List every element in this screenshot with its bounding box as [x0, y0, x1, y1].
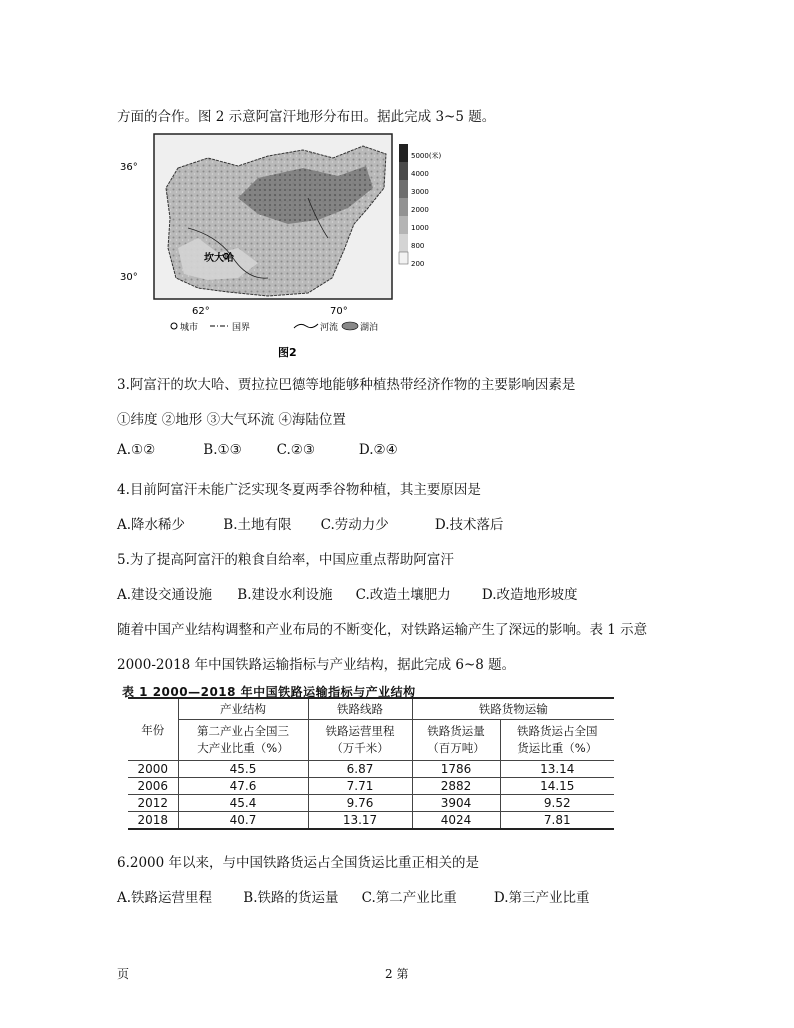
cell-volume: 4024 — [412, 812, 500, 830]
option-b[interactable]: B.建设水利设施 — [237, 587, 333, 603]
cell-share: 14.15 — [500, 778, 614, 795]
header-line: 大产业比重（%） — [197, 741, 289, 755]
map-legend — [171, 321, 378, 333]
option-d[interactable]: D.改造地形坡度 — [481, 587, 578, 603]
header-line: 铁路货运量 — [427, 724, 485, 738]
scale-label: 800 — [411, 242, 425, 250]
header-line-group: 铁路线路 — [308, 698, 412, 720]
header-volume — [412, 720, 500, 761]
option-b[interactable]: B.铁路的货运量 — [243, 890, 339, 906]
scale-label: 200 — [411, 260, 425, 268]
terrain-map — [118, 128, 442, 368]
cell-industry: 45.4 — [178, 795, 308, 812]
option-d[interactable]: D.技术落后 — [434, 517, 504, 533]
option-a[interactable]: A.降水稀少 — [117, 517, 186, 533]
legend-lake: 湖泊 — [360, 323, 379, 333]
cell-year: 2006 — [128, 778, 178, 795]
legend-border: 国界 — [232, 323, 251, 333]
table-row — [128, 761, 614, 778]
option-c[interactable]: C.劳动力少 — [320, 517, 389, 533]
option-d[interactable]: D.②④ — [358, 442, 398, 458]
cell-mileage: 13.17 — [308, 812, 412, 830]
header-industry-group: 产业结构 — [178, 698, 308, 720]
header-line: （百万吨） — [427, 741, 485, 755]
table-caption: 表 1 2000—2018 年中国铁路运输指标与产业结构 — [122, 685, 416, 699]
lon-right-label: 70° — [330, 306, 348, 317]
header-mileage — [308, 720, 412, 761]
lat-bottom-label: 30° — [120, 272, 138, 283]
header-industry-share — [178, 720, 308, 761]
cell-year: 2012 — [128, 795, 178, 812]
city-label: 坎大哈 — [204, 253, 234, 264]
cell-volume: 3904 — [412, 795, 500, 812]
lat-top-label: 36° — [120, 162, 138, 173]
cell-industry: 40.7 — [178, 812, 308, 830]
option-d[interactable]: D.第三产业比重 — [493, 890, 590, 906]
river-legend-icon — [294, 324, 318, 328]
legend-river: 河流 — [320, 323, 339, 333]
scale-label: 5000(米) — [411, 152, 442, 160]
question-5-options — [117, 583, 578, 603]
header-freight-share — [500, 720, 614, 761]
option-a[interactable]: A.①② — [117, 442, 156, 458]
cell-industry: 45.5 — [178, 761, 308, 778]
city-legend-icon — [171, 323, 177, 329]
question-6-stem: 6.2000 年以来，与中国铁路货运占全国货运比重正相关的是 — [117, 855, 480, 871]
question-5-stem: 5.为了提高阿富汗的粮食自给率，中国应重点帮助阿富汗 — [117, 552, 454, 568]
header-line: 货运比重（%） — [517, 741, 598, 755]
option-a[interactable]: A.建设交通设施 — [117, 587, 213, 603]
question-4-stem: 4.目前阿富汗未能广泛实现冬夏两季谷物种植，其主要原因是 — [117, 482, 481, 498]
cell-mileage: 6.87 — [308, 761, 412, 778]
lon-left-label: 62° — [192, 306, 210, 317]
option-c[interactable]: C.②③ — [276, 442, 315, 458]
passage-line-1: 随着中国产业结构调整和产业布局的不断变化，对铁路运输产生了深远的影响。表 1 示意 — [117, 622, 648, 638]
cell-share: 7.81 — [500, 812, 614, 830]
cell-year: 2000 — [128, 761, 178, 778]
cell-industry: 47.6 — [178, 778, 308, 795]
question-6-options — [117, 886, 590, 906]
scale-label: 2000 — [411, 206, 429, 214]
question-3-stem: 3.阿富汗的坎大哈、贾拉拉巴德等地能够种植热带经济作物的主要影响因素是 — [117, 377, 576, 393]
question-3-sub: ①纬度 ②地形 ③大气环流 ④海陆位置 — [117, 412, 346, 428]
header-line: 铁路运营里程 — [325, 724, 395, 738]
option-b[interactable]: B.土地有限 — [223, 517, 292, 533]
cell-mileage: 7.71 — [308, 778, 412, 795]
elevation-scale — [399, 144, 442, 268]
scale-label: 3000 — [411, 188, 429, 196]
scale-label: 4000 — [411, 170, 429, 178]
lake-legend-icon — [342, 322, 358, 330]
footer-left: 页 — [117, 967, 130, 981]
scale-label: 1000 — [411, 224, 429, 232]
cell-share: 13.14 — [500, 761, 614, 778]
header-line: 铁路货运占全国 — [517, 724, 598, 738]
question-4-options — [117, 513, 504, 533]
intro-line: 方面的合作。图 2 示意阿富汗地形分布田。据此完成 3~5 题。 — [117, 109, 496, 125]
cell-volume: 2882 — [412, 778, 500, 795]
question-3-options — [117, 442, 398, 458]
header-year: 年份 — [128, 698, 178, 761]
rail-table — [128, 697, 614, 830]
table-row — [128, 778, 614, 795]
option-c[interactable]: C.第二产业比重 — [361, 890, 457, 906]
option-a[interactable]: A.铁路运营里程 — [117, 890, 213, 906]
option-b[interactable]: B.①③ — [203, 442, 242, 458]
page-number: 2 第 — [385, 967, 409, 981]
cell-year: 2018 — [128, 812, 178, 830]
table-row — [128, 812, 614, 830]
option-c[interactable]: C.改造土壤肥力 — [355, 587, 451, 603]
map-caption: 图2 — [278, 346, 297, 359]
terrain-map-figure — [118, 128, 442, 368]
legend-city: 城市 — [180, 323, 199, 333]
header-line: 第二产业占全国三 — [197, 724, 289, 738]
cell-share: 9.52 — [500, 795, 614, 812]
header-freight-group: 铁路货物运输 — [412, 698, 614, 720]
cell-mileage: 9.76 — [308, 795, 412, 812]
table-row — [128, 795, 614, 812]
cell-volume: 1786 — [412, 761, 500, 778]
passage-line-2: 2000-2018 年中国铁路运输指标与产业结构，据此完成 6~8 题。 — [117, 657, 516, 673]
header-line: （万千米） — [331, 741, 389, 755]
